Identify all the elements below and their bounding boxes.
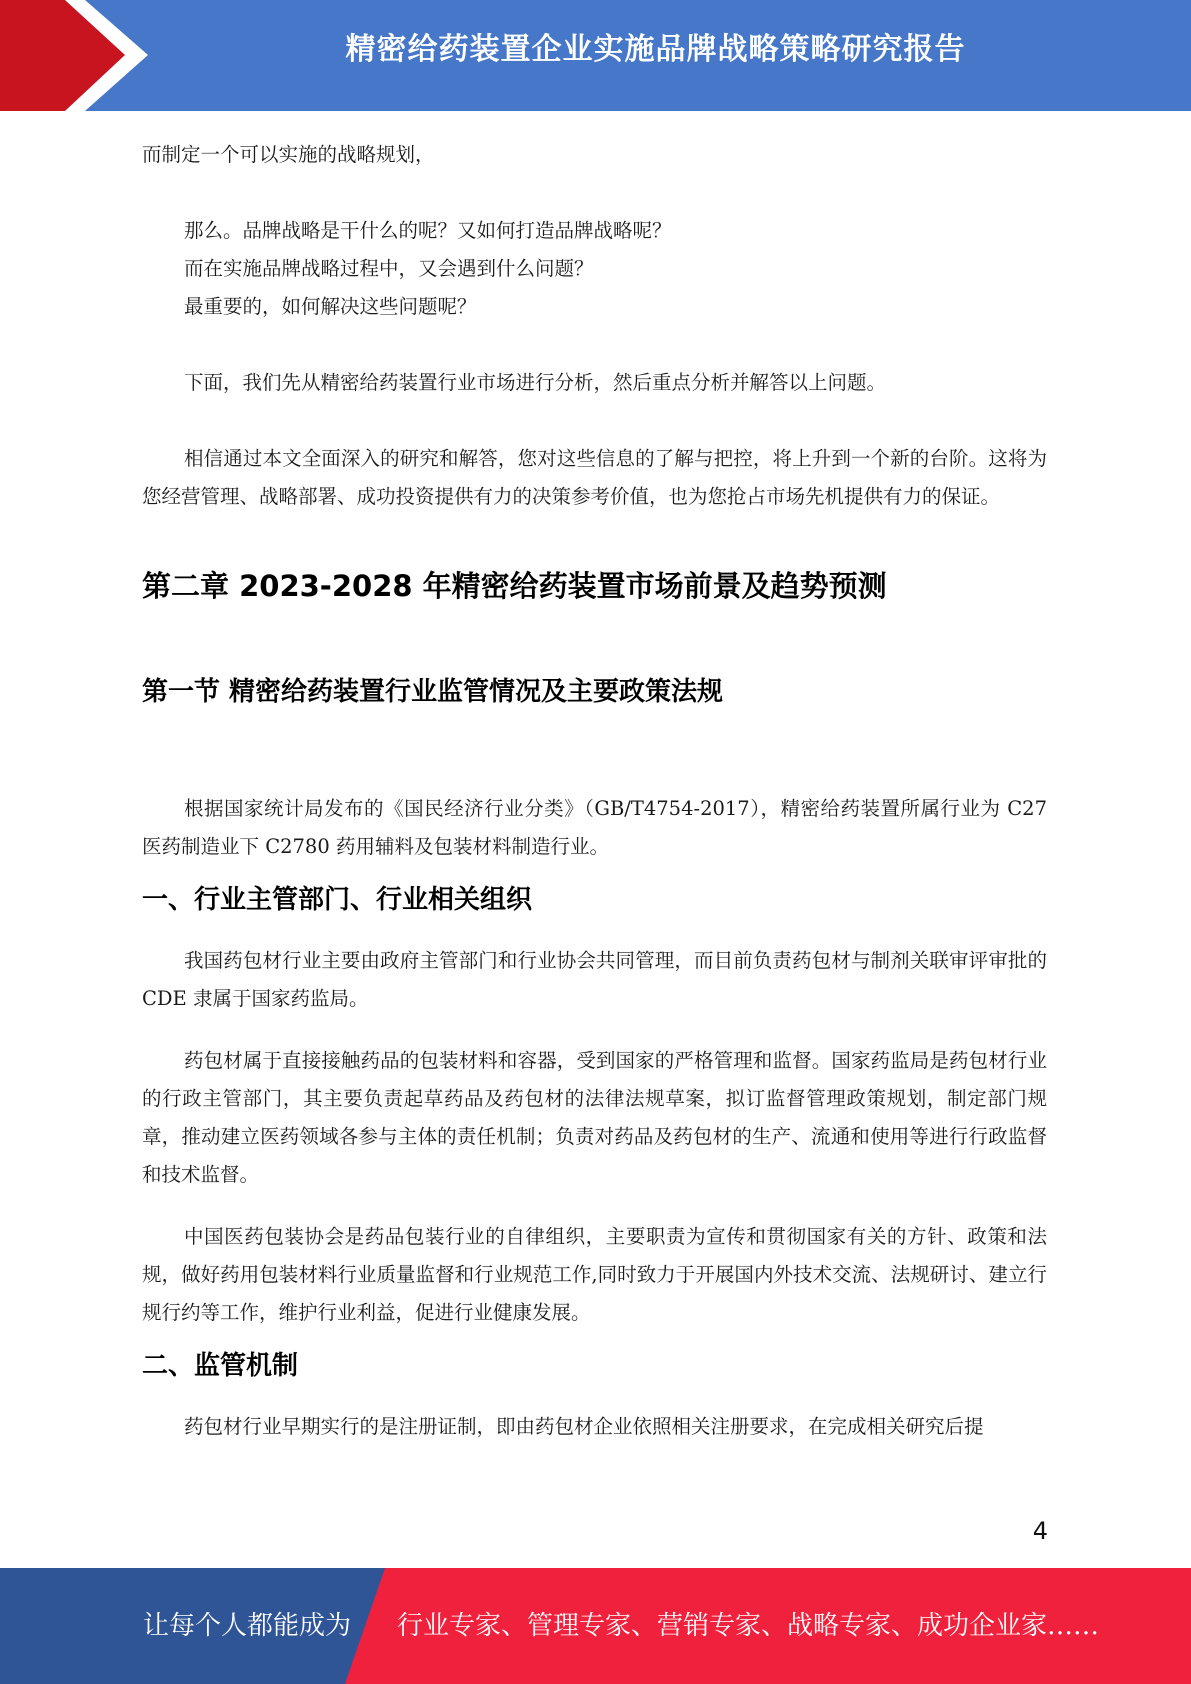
paragraph: 而制定一个可以实施的战略规划， [142,143,435,166]
footer-slogan-right: 行业专家、管理专家、营销专家、战略专家、成功企业家…… [397,1611,1100,1641]
question-line: 那么。品牌战略是干什么的呢？又如何打造品牌战略呢？ [184,219,672,242]
paragraph: 相信通过本文全面深入的研究和解答，您对这些信息的了解与把控，将上升到一个新的台阶。这将为您经营管理、战略部署、成功投资提供有力的决策参考价值，也为您抢占市场先机提供有力的保证。 [142,447,1047,508]
subsection-heading: 一、行业主管部门、行业相关组织 [142,885,533,915]
question-line: 最重要的，如何解决这些问题呢？ [184,295,477,318]
report-title: 精密给药装置企业实施品牌战略策略研究报告 [345,32,966,67]
footer-banner [0,1568,1191,1684]
page-content [142,136,1047,1446]
chapter-title: 第二章 2023-2028 年精密给药装置市场前景及趋势预测 [142,569,887,603]
page-number: 4 [1032,1517,1048,1545]
paragraph: 中国医药包装协会是药品包装行业的自律组织，主要职责为宣传和贯彻国家有关的方针、政策和法规，做好药用包装材料行业质量监督和行业规范工作,同时致力于开展国内外技术交流、法规研讨、建立行规行约等工作，维护行业利益，促进行业健康发展。 [142,1225,1047,1324]
paragraph: 我国药包材行业主要由政府主管部门和行业协会共同管理，而目前负责药包材与制剂关联审评审批的 CDE 隶属于国家药监局。 [142,949,1047,1010]
section-title: 第一节 精密给药装置行业监管情况及主要政策法规 [142,677,724,707]
header-banner [0,0,1191,111]
subsection-heading: 二、监管机制 [142,1351,299,1381]
paragraph: 下面，我们先从精密给药装置行业市场进行分析，然后重点分析并解答以上问题。 [184,371,887,394]
footer-slogan-left: 让每个人都能成为 [143,1611,352,1641]
paragraph: 药包材行业早期实行的是注册证制，即由药包材企业依照相关注册要求，在完成相关研究后提 [184,1415,984,1438]
paragraph: 根据国家统计局发布的《国民经济行业分类》（GB/T4754-2017），精密给药装置所属行业为 C27 医药制造业下 C2780 药用辅料及包装材料制造行业。 [142,797,1047,858]
question-line: 而在实施品牌战略过程中，又会遇到什么问题？ [184,257,594,280]
paragraph: 药包材属于直接接触药品的包装材料和容器，受到国家的严格管理和监督。国家药监局是药包材行业的行政主管部门，其主要负责起草药品及药包材的法律法规草案，拟订监督管理政策规划，制定部门规章，推动建立医药领域各参与主体的责任机制；负责对药品及药包材的生产、流通和使用等进行行政监督和技术监督。 [142,1049,1047,1186]
